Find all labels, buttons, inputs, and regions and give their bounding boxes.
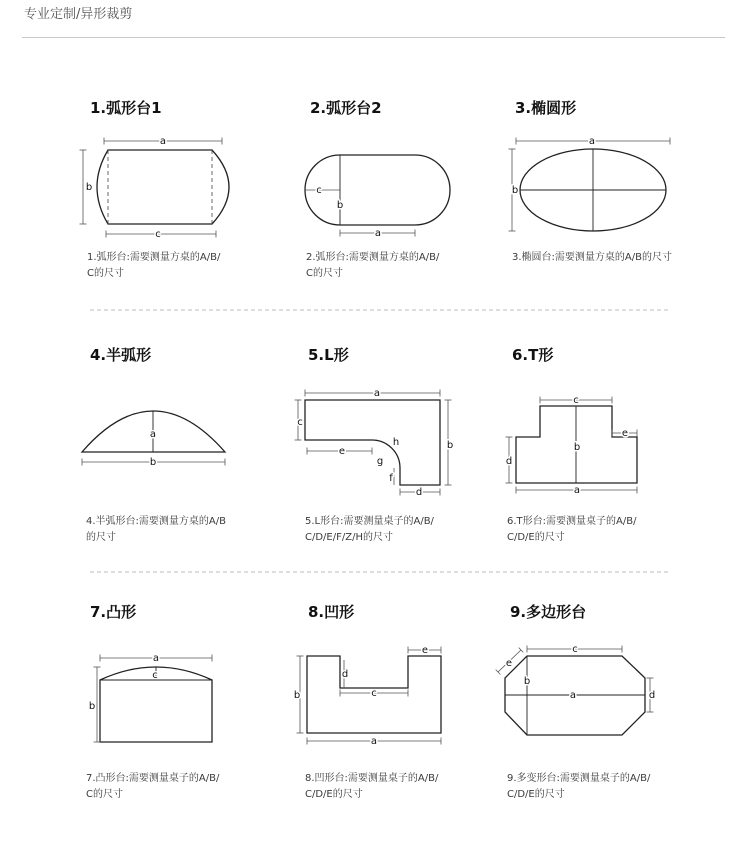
dimension-label-e: e [505, 658, 513, 669]
dimension-label-d: d [648, 690, 656, 701]
caption-line: C/D/E/F/Z/H的尺寸 [305, 532, 393, 543]
dimension-label-c: c [155, 229, 161, 240]
dimension-label-b: b [293, 690, 301, 701]
shape-title-4: 4.半弧形 [90, 346, 152, 364]
caption-line: 的尺寸 [86, 532, 116, 543]
diagram-ellipse-table [512, 136, 670, 231]
page-header-title: 专业定制/异形裁剪 [24, 7, 133, 22]
caption-line: 7.凸形台:需要测量桌子的A/B/ [86, 773, 220, 784]
dimension-label-a: a [370, 736, 378, 747]
dimension-label-b: b [336, 200, 344, 211]
shape-title-6: 6.T形 [512, 346, 554, 364]
diagram-l-shape-table [297, 388, 453, 498]
diagram-half-arc-table [82, 411, 225, 468]
diagram-arc-table-1 [83, 136, 229, 240]
tabletop-outline [97, 150, 229, 224]
diagram-convex-table [89, 653, 212, 742]
shape-caption-8 [305, 771, 438, 803]
dimension-label-a: a [573, 485, 581, 496]
dimension-label-c: c [371, 688, 377, 699]
dimension-label-b: b [511, 185, 519, 196]
shape-title-3: 3.椭圆形 [515, 99, 577, 117]
caption-line: 4.半弧形台:需要测量方桌的A/B [86, 516, 226, 527]
dimension-label-a: a [374, 228, 382, 239]
shape-caption-7 [86, 771, 219, 803]
dimension-label-d: d [415, 487, 423, 498]
shape-title-7: 7.凸形 [90, 603, 137, 621]
shape-title-5: 5.L形 [308, 346, 349, 364]
caption-line: C的尺寸 [86, 789, 123, 800]
shape-caption-4 [86, 514, 226, 546]
dimension-label-c: c [573, 395, 579, 406]
caption-line: 3.椭圆台:需要测量方桌的A/B的尺寸 [512, 252, 672, 263]
caption-line: C/D/E的尺寸 [305, 789, 363, 800]
dimension-label-b: b [573, 442, 581, 453]
diagram-arc-table-2 [305, 155, 450, 239]
dimension-label-c: c [297, 417, 303, 428]
dimension-label-a: a [588, 136, 596, 147]
caption-line: 8.凹形台:需要测量桌子的A/B/ [305, 773, 439, 784]
dimension-label-e: e [621, 428, 629, 439]
diagram-concave-table [294, 645, 441, 747]
dimension-label-a: a [152, 653, 160, 664]
shape-caption-3 [512, 250, 672, 266]
dimension-label-d: d [505, 456, 513, 467]
caption-line: 6.T形台:需要测量桌子的A/B/ [507, 516, 637, 527]
dimension-label-a: a [149, 429, 157, 440]
shape-caption-9 [507, 771, 650, 803]
dimension-label-e: e [421, 645, 429, 656]
shape-title-2: 2.弧形台2 [310, 99, 382, 117]
shape-title-9: 9.多边形台 [510, 603, 587, 621]
caption-line: 9.多变形台:需要测量桌子的A/B/ [507, 773, 651, 784]
shape-title-8: 8.凹形 [308, 603, 355, 621]
dimension-label-a: a [159, 136, 167, 147]
caption-line: C的尺寸 [87, 268, 124, 279]
dimension-label-h: h [392, 437, 400, 448]
dimension-label-f: f [389, 473, 393, 484]
shape-title-1: 1.弧形台1 [90, 99, 162, 117]
dimension-label-c: c [152, 670, 158, 681]
dimension-label-c: c [316, 185, 322, 196]
dimension-label-b: b [149, 457, 157, 468]
caption-line: C/D/E的尺寸 [507, 532, 565, 543]
dimension-label-b: b [85, 182, 93, 193]
caption-line: 1.弧形台:需要测量方桌的A/B/ [87, 252, 221, 263]
caption-line: C的尺寸 [306, 268, 343, 279]
dimension-label-c: c [572, 644, 578, 655]
shape-caption-1 [87, 250, 220, 282]
dimension-label-a: a [373, 388, 381, 399]
diagram-polygon-table [498, 644, 655, 735]
shape-caption-5 [305, 514, 434, 546]
dimension-label-b: b [523, 676, 531, 687]
tabletop-outline [305, 400, 440, 485]
shape-caption-6 [507, 514, 636, 546]
caption-line: 2.弧形台:需要测量方桌的A/B/ [306, 252, 440, 263]
dimension-label-d: d [341, 669, 349, 680]
dimension-label-b: b [88, 701, 96, 712]
diagram-t-shape-table [506, 395, 637, 496]
dimension-label-e: e [338, 446, 346, 457]
caption-line: 5.L形台:需要测量桌子的A/B/ [305, 516, 434, 527]
dimension-label-g: g [376, 456, 384, 467]
dimension-label-a: a [569, 690, 577, 701]
dimension-label-b: b [446, 440, 454, 451]
shape-caption-2 [306, 250, 439, 282]
caption-line: C/D/E的尺寸 [507, 789, 565, 800]
